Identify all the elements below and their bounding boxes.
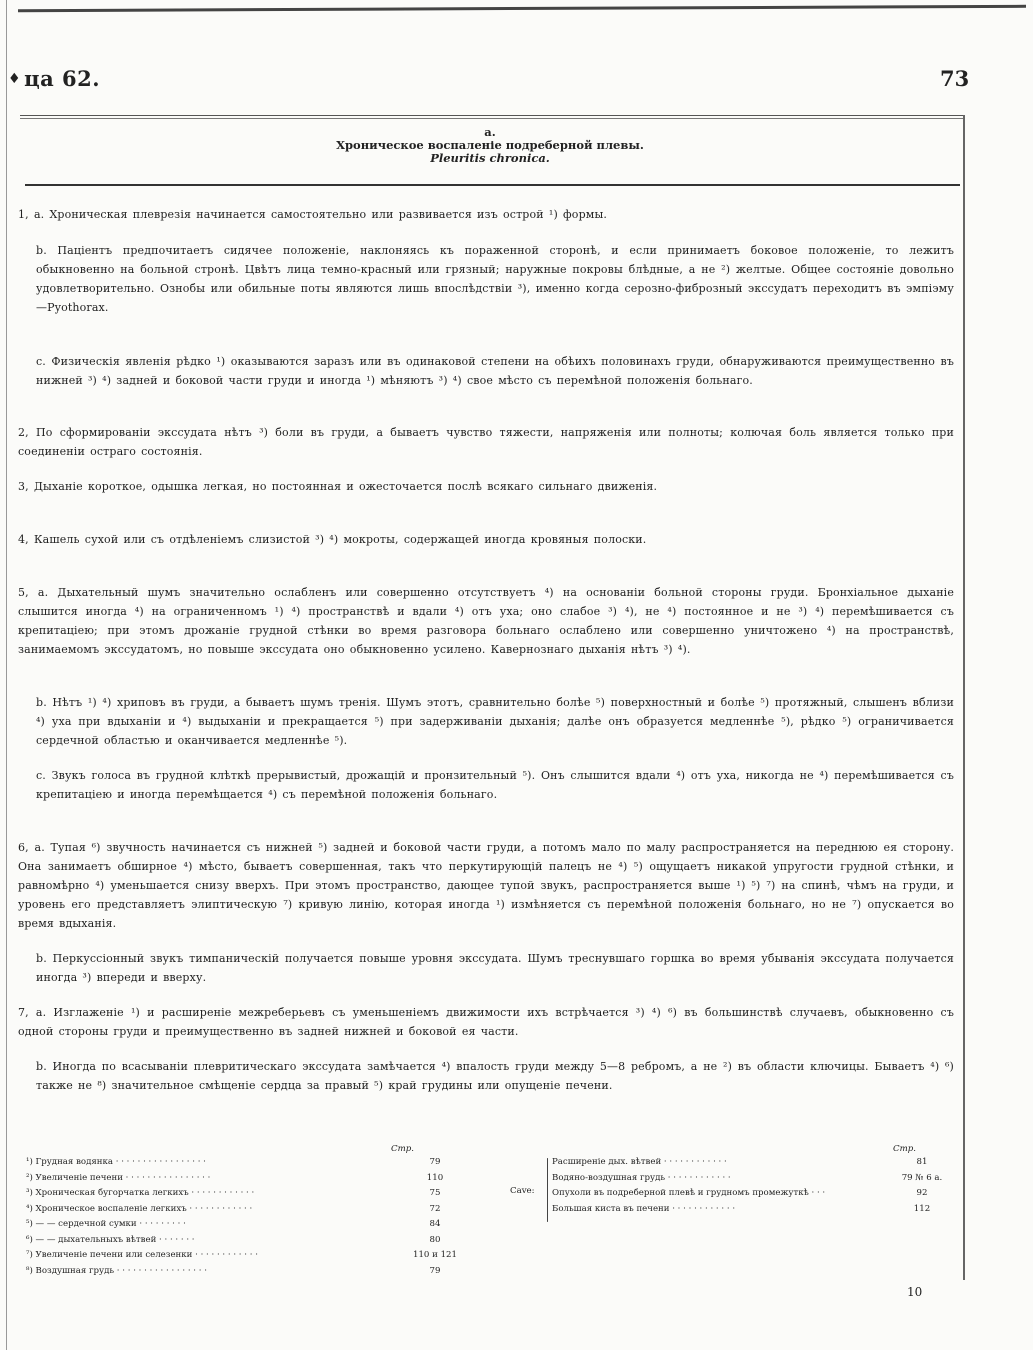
see-also-item: Расширеніе дых. вѣтвей · · · · · · · · · · · · bbox=[552, 1157, 727, 1167]
frame-rule bbox=[20, 115, 965, 116]
footnote-label: ⁵) — — сердечной сумки · · · · · · · · · bbox=[26, 1219, 186, 1229]
footnotes-page-header: Стр. bbox=[391, 1144, 414, 1154]
see-also-page: 112 bbox=[913, 1203, 931, 1214]
section-latin-heading: Pleuritis chronica. bbox=[430, 151, 550, 165]
see-also-page: 92 bbox=[916, 1188, 928, 1198]
footnote-page: 110 bbox=[426, 1172, 444, 1183]
page-number-top: 73 bbox=[940, 66, 970, 91]
frame-rule bbox=[20, 118, 965, 119]
paragraph-7a: 7, а. Изглаженіе ¹) и расширеніе межреберьевъ съ уменьшеніемъ движимости ихъ встрѣчается ³) ⁴) ⁶) въ большинствѣ случаевъ, обыкновенно съ одной стороны груди и преимущественно въ задней нижней и боковой ея части. bbox=[18, 1006, 954, 1038]
section-heading: Хроническое воспаленіе подреберной плевы. bbox=[336, 138, 644, 152]
paragraph-1a: 1, а. Хроническая плеврезія начинается самостоятельно или развивается изъ острой ¹) формы. bbox=[18, 208, 608, 221]
footnote-row bbox=[26, 1233, 466, 1249]
footnote-row bbox=[26, 1202, 466, 1218]
section-title bbox=[300, 126, 680, 165]
see-also-page-header: Стр. bbox=[893, 1144, 916, 1154]
footnote-label: ⁶) — — дыхательныхъ вѣтвей · · · · · · · bbox=[26, 1234, 195, 1245]
footnote-row bbox=[26, 1264, 466, 1280]
paragraph-1b: b. Паціентъ предпочитаетъ сидячее положеніе, наклоняясь къ пораженной сторонѣ, и если принимаетъ боковое положеніе, то лежитъ обыкновенно на больной стронѣ. Цвѣтъ лица темно-красный или грязный; наружные покровы блѣдные, а не ²) желтые. Общее состояніе довольно удовлетворительно. Ознобы или обильные поты являются лишь впослѣдствіи ³), именно когда серозно-фиброзный экссудатъ переходитъ въ эмпіэму—Pyothorax. bbox=[36, 244, 954, 314]
see-also-row bbox=[552, 1155, 952, 1171]
footnote-label: ¹) Грудная водянка · · · · · · · · · · · · · · · · · bbox=[26, 1157, 206, 1167]
footnote-row bbox=[26, 1155, 466, 1171]
see-also-item: Большая киста въ печени · · · · · · · · · · · · bbox=[552, 1203, 736, 1214]
footnote-page: 79 bbox=[429, 1157, 441, 1167]
footnote-page: 110 и 121 bbox=[413, 1250, 457, 1260]
see-also-row bbox=[552, 1171, 952, 1187]
footnote-page: 80 bbox=[429, 1234, 441, 1245]
paragraph-4: 4, Кашель сухой или съ отдѣленіемъ слизистой ³) ⁴) мокроты, содержащей иногда кровяныя полоски. bbox=[18, 533, 647, 546]
section-letter: а. bbox=[484, 125, 496, 139]
running-header-text: ца 62. bbox=[24, 66, 101, 91]
footnote-page: 79 bbox=[429, 1265, 441, 1276]
margin-mark-icon: ♦ bbox=[8, 71, 22, 87]
paragraph-5c: c. Звукъ голоса въ грудной клѣткѣ прерывистый, дрожащій и пронзительный ⁵). Онъ слышится вдали ⁴) отъ уха, никогда не ⁴) перемѣшивается съ крепитаціею и иногда перемѣщается ⁴) съ перемѣной положенія больнаго. bbox=[36, 769, 954, 801]
footnote-label: ³) Хроническая бугорчатка легкихъ · · · · · · · · · · · · bbox=[26, 1188, 255, 1198]
paragraph-5a: 5, а. Дыхательный шумъ значительно ослабленъ или совершенно отсутствуетъ ⁴) на основаніи больной стороны груди. Бронхіальное дыханіе слышится иногда ⁴) на ограниченномъ ¹) ⁴) пространствѣ и вдали ⁴) отъ уха; оно слабое ³) ⁴), не ⁴) постоянное и не ³) ⁴) перемѣшивается съ крепитаціею; при этомъ дрожаніе грудной стѣнки во время разговора больнаго ослаблено или совершенно уничтожено ⁴) на пространствѣ, занимаемомъ экссудатомъ, но повыше экссудата оно обыкновенно усилено. Кавернознаго дыханія нѣтъ ³) ⁴). bbox=[18, 586, 954, 656]
binding-edge bbox=[6, 0, 7, 1350]
footnote-row bbox=[26, 1186, 466, 1202]
footnote-page: 84 bbox=[429, 1219, 441, 1229]
paragraph-3: 3, Дыханіе короткое, одышка легкая, но постоянная и ожесточается послѣ всякаго сильнаго движенія. bbox=[18, 480, 658, 493]
brace-icon bbox=[547, 1158, 548, 1222]
footnote-row bbox=[26, 1171, 466, 1187]
footnote-label: ⁷) Увеличеніе печени или селезенки · · · · · · · · · · · · bbox=[26, 1250, 258, 1260]
paragraph-1c: c. Физическія явленія рѣдко ¹) оказываются заразъ или въ одинаковой степени на обѣихъ половинахъ груди, обнаруживаются преимущественно въ нижней ³) ⁴) задней и боковой части груди и иногда ¹) мѣняютъ ³) ⁴) свое мѣсто съ перемѣной положенія больнаго. bbox=[36, 355, 954, 387]
see-also-row bbox=[552, 1202, 952, 1218]
paragraph-6a: 6, а. Тупая ⁶) звучность начинается съ нижней ⁵) задней и боковой части груди, а потомъ мало по малу распространяется на переднюю ея сторону. Она занимаетъ обширное ⁴) мѣсто, бываетъ совершенная, такъ что перкутирующій палецъ не ⁴) ⁵) ощущаетъ никакой упругости грудной стѣнки, и равномѣрно ⁴) уменьшается снизу вверхъ. При этомъ пространство, дающее тупой звукъ, распространяется выше ¹) ⁵) ⁷) на спинѣ, чѣмъ на груди, и уровень его представляетъ элиптическую ⁷) кривую линію, которая иногда ¹) измѣняется съ перемѣной положенія больнаго, но не ⁷) опускается во время вдыханія. bbox=[18, 841, 954, 930]
body-text bbox=[18, 200, 954, 1095]
see-also-label: Cave: bbox=[510, 1186, 535, 1196]
paragraph-6b: b. Перкуссіонный звукъ тимпаническій получается повыше уровня экссудата. Шумъ треснувшаго горшка во время убыванія экссудата получается иногда ³) впереди и вверху. bbox=[36, 952, 954, 984]
see-also bbox=[510, 1144, 950, 1214]
footnote-row bbox=[26, 1248, 466, 1264]
see-also-item: Водяно-воздушная грудь · · · · · · · · · · · · bbox=[552, 1172, 731, 1183]
paragraph-2: 2, По сформированіи экссудата нѣтъ ³) боли въ груди, а бываетъ чувство тяжести, напряженія или полноты; колючая боль является только при соединеніи остраго состоянія. bbox=[18, 426, 954, 458]
see-also-page: 79 № 6 а. bbox=[901, 1172, 943, 1183]
footnote-page: 72 bbox=[429, 1203, 441, 1214]
title-rule bbox=[25, 184, 960, 186]
running-header bbox=[8, 66, 100, 91]
see-also-row bbox=[552, 1186, 952, 1202]
page-number-bottom: 10 bbox=[907, 1285, 923, 1299]
footnote-label: ²) Увеличеніе печени · · · · · · · · · · · · · · · · bbox=[26, 1172, 211, 1183]
footnotes bbox=[26, 1144, 466, 1279]
footnote-row bbox=[26, 1217, 466, 1233]
footnote-label: ⁴) Хроническое воспаленіе легкихъ · · · · · · · · · · · · bbox=[26, 1203, 253, 1214]
footnote-page: 75 bbox=[429, 1188, 441, 1198]
see-also-page: 81 bbox=[916, 1157, 928, 1167]
frame-right-rule bbox=[963, 115, 965, 1280]
see-also-list bbox=[552, 1155, 952, 1217]
top-rule bbox=[18, 5, 1026, 12]
see-also-item: Опухоли въ подреберной плевѣ и грудномъ промежуткѣ · · · bbox=[552, 1188, 826, 1198]
footnote-label: ⁸) Воздушная грудь · · · · · · · · · · · · · · · · · bbox=[26, 1265, 207, 1276]
paragraph-5b: b. Нѣтъ ¹) ⁴) хриповъ въ груди, а бываетъ шумъ тренія. Шумъ этотъ, сравнительно болѣе ⁵) поверхностный и болѣе ⁵) протяжный, слышенъ вблизи ⁴) уха при вдыханіи и ⁴) выдыханіи и прекращается ⁵) при задерживаніи дыханія; далѣе онъ образуется медленнѣе ⁵), рѣдко ⁵) ограничивается сердечной областью и оканчивается медленнѣе ⁵). bbox=[36, 696, 954, 747]
paragraph-7b: b. Иногда по всасываніи плевритическаго экссудата замѣчается ⁴) впалость груди между 5—8 ребромъ, а не ²) въ области ключицы. Бываетъ ⁴) ⁶) также не ⁸) значительное смѣщеніе сердца за правый ⁵) край грудины или опущеніе печени. bbox=[36, 1060, 954, 1092]
